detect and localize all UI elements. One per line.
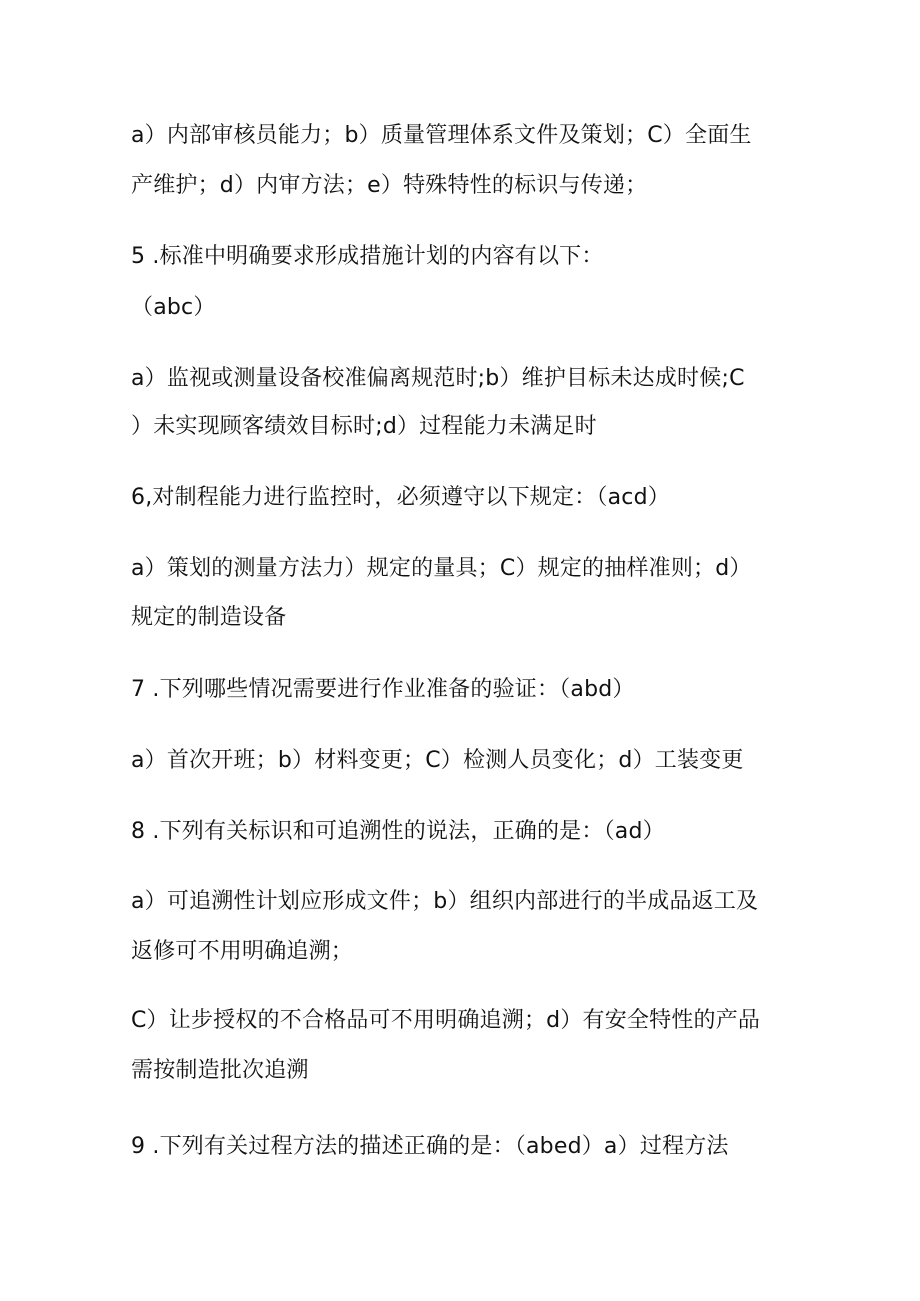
question-9: 9 .下列有关过程方法的描述正确的是：（abed）a）过程方法 <box>131 1134 729 1159</box>
text-line: 产维护；d）内审方法；e）特殊特性的标识与传递； <box>131 173 648 198</box>
text-line: ）未实现顾客绩效目标时;d）过程能力未满足时 <box>131 414 597 439</box>
question-8: 8 .下列有关标识和可追溯性的说法，正确的是：（ad） <box>131 819 665 844</box>
question-6: 6,对制程能力进行监控时，必须遵守以下规定：（acd） <box>131 485 670 510</box>
text-line: 需按制造批次追溯 <box>131 1058 309 1083</box>
text-line: 规定的制造设备 <box>131 605 287 630</box>
text-line: a）可追溯性计划应形成文件；b）组织内部进行的半成品返工及 <box>131 889 759 914</box>
text-line: 返修可不用明确追溯； <box>131 939 354 964</box>
text-line: a）监视或测量设备校准偏离规范时;b）维护目标未达成时候;C <box>131 366 745 391</box>
text-line: a）首次开班；b）材料变更；C）检测人员变化；d）工装变更 <box>131 748 744 773</box>
question-7: 7 .下列哪些情况需要进行作业准备的验证：（abd） <box>131 677 635 702</box>
text-line: a）策划的测量方法力）规定的量具；C）规定的抽样准则；d） <box>131 556 752 581</box>
text-line: C）让步授权的不合格品可不用明确追溯；d）有安全特性的产品 <box>131 1008 761 1033</box>
question-5: 5 .标准中明确要求形成措施计划的内容有以下： <box>131 244 604 269</box>
text-line: a）内部审核员能力；b）质量管理体系文件及策划；C）全面生 <box>131 123 752 148</box>
answer-5: （abc） <box>131 295 216 320</box>
